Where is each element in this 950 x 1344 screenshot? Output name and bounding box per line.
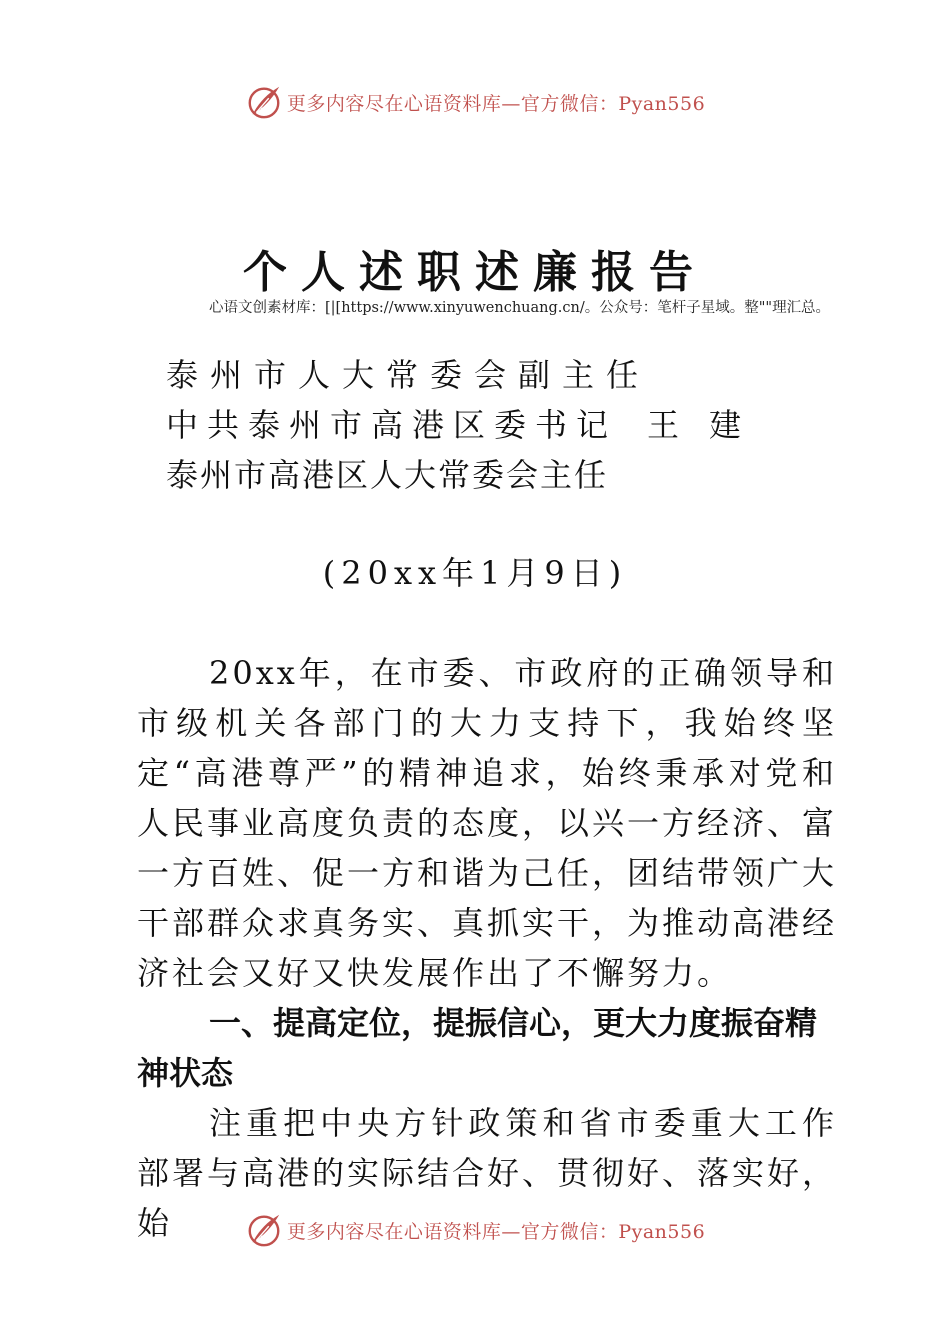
- document-title: 个人述职述廉报告: [243, 247, 707, 298]
- footer-banner: [0, 1210, 950, 1250]
- section-heading-1: 一、提高定位，提振信心，更大力度振奋精神状态: [137, 1004, 818, 1092]
- feather-pen-logo-icon: [245, 83, 283, 121]
- body-paragraph-2: 注重把中央方针政策和省市委重大工作部署与高港的实际结合好、贯彻好、落实好，始: [137, 1104, 838, 1242]
- header-banner: [0, 82, 950, 122]
- author-title-2-text: 中共泰州市高港区委书记: [166, 406, 618, 444]
- body-paragraph-1: 20xx年，在市委、市政府的正确领导和市级机关各部门的大力支持下，我始终坚定“高港尊严”的精神追求，始终秉承对党和人民事业高度负责的态度，以兴一方经济、富一方百姓、促一方和谐为己任，团结带领广大干部群众求真务实、真抓实干，为推动高港经济社会又好又快发展作出了不懈努力。: [137, 654, 838, 992]
- source-note: 心语文创素材库：[|[https://www.xinyuwenchuang.cn/。公众号：笔杆子星域。整""理汇总。: [209, 300, 831, 316]
- report-date: (20xx年1月9日): [322, 554, 628, 592]
- author-title-2: [166, 400, 771, 446]
- banner-text: 更多内容尽在心语资料库—官方微信：Pyan556: [286, 92, 706, 115]
- banner-text: 更多内容尽在心语资料库—官方微信：Pyan556: [286, 1220, 706, 1243]
- author-name: 王建: [647, 406, 772, 444]
- author-title-1: 泰州市人大常委会副主任: [166, 356, 651, 394]
- feather-pen-logo-icon: [245, 1211, 283, 1249]
- author-title-3: 泰州市高港区人大常委会主任: [166, 456, 609, 494]
